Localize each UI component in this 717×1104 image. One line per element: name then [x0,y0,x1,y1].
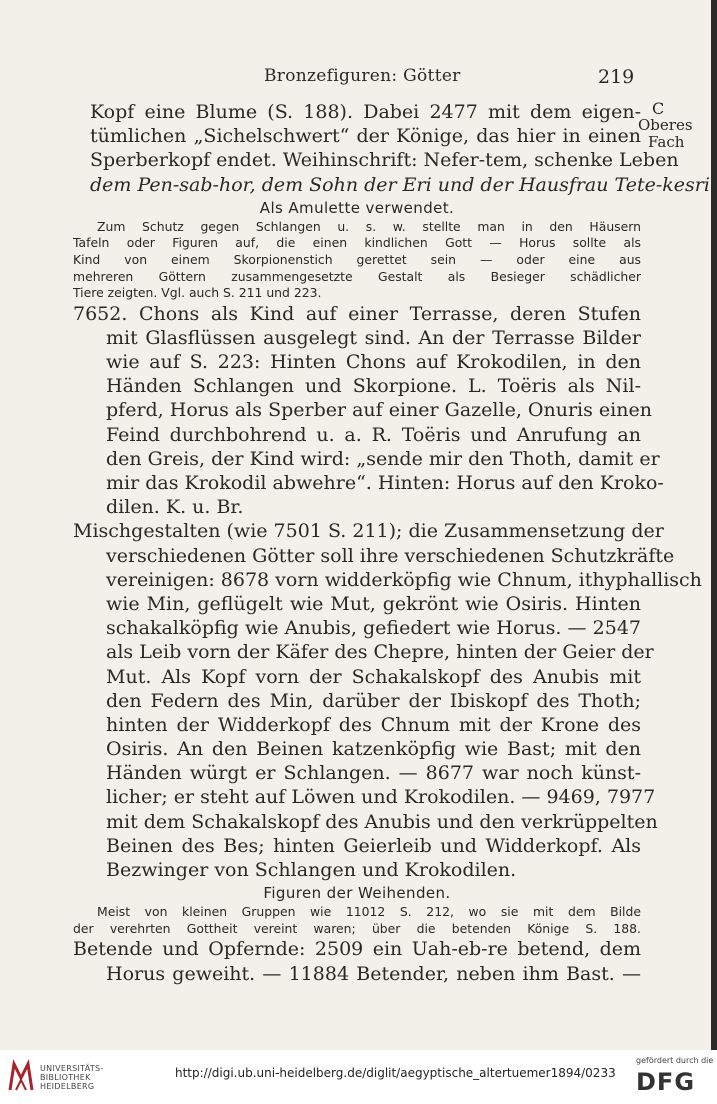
page-number: 219 [598,66,635,88]
entry-line: Mischgestalten (wie 7501 S. 211); die Zusammensetzung der [73,520,664,543]
entry-line: Feind durchbohrend u. a. R. Toëris und Anrufung an [106,423,641,446]
note-line: Meist von kleinen Gruppen wie 11012 S. 212, wo sie mit dem Bilde [97,904,641,920]
funding-text: gefördert durch die [636,1056,714,1065]
entry-line: verschiedenen Götter soll ihre verschiedenen Schutzkräfte [106,544,675,567]
entry-line: wie auf S. 223: Hinten Chons auf Krokodilen, in den [106,351,641,374]
entry-line: den Federn des Min, darüber der Ibiskopf des Thoth; [106,689,641,712]
note-line: der verehrten Gottheit vereint waren; über die betenden Könige S. 188. [73,920,641,936]
entry-line: pferd, Horus als Sperber auf einer Gazelle, Onuris einen [106,399,652,422]
note-line: Zum Schutz gegen Schlangen u. s. w. stellte man in den Häusern [97,218,641,234]
running-title: Bronzefiguren: Götter [264,66,461,86]
entry-line: als Leib vorn der Käfer des Chepre, hinten der Geier der [106,641,654,664]
entry-line: vereinigen: 8678 vorn widderköpfig wie Chnum, ithyphallisch [106,568,702,591]
text-line: dem Pen-sab-hor, dem Sohn der Eri und der Hausfrau Tete-kesri. [90,173,716,196]
entry-line: Beinen des Bes; hinten Geierleib und Widderkopf. Als [106,834,641,857]
entry-line: Horus geweiht. — 11884 Betender, neben ihm Bast. — [106,962,641,985]
university-library-logo-icon [8,1060,34,1094]
entry-line: den Greis, der Kind wird: „sende mir den Thoth, damit er [106,447,660,470]
entry-line: dilen. K. u. Br. [106,496,244,519]
entry-line: Bezwinger von Schlangen und Krokodilen. [106,859,517,882]
entry-line: licher; er steht auf Löwen und Krokodilen. — 9469, 7977 [106,786,656,809]
entry-line: Osiris. An den Beinen katzenköpfig wie Bast; mit den [106,738,641,761]
entry-line: Händen würgt er Schlangen. — 8677 war noch künst- [106,762,641,785]
entry-line: schakalköpfig wie Anubis, gefiedert wie Horus. — 2547 [106,617,641,640]
entry-line: hinten der Widderkopf des Chnum mit der Krone des [106,713,641,736]
text-line: Sperberkopf endet. Weihinschrift: Nefer-tem, schenke Leben [90,149,679,172]
dfg-logo: DFG [636,1068,696,1096]
entry-line: Mut. Als Kopf vorn der Schakalskopf des Anubis mit [106,665,641,688]
entry-line: wie Min, geflügelt wie Mut, gekrönt wie Osiris. Hinten [106,592,641,615]
library-name: UNIVERSITÄTS- BIBLIOTHEK HEIDELBERG [40,1064,104,1091]
section-heading: Figuren der Weihenden. [263,884,451,903]
margin-note-line: Fach [648,133,685,151]
entry-line: Händen Schlangen und Skorpione. L. Toëris als Nil- [106,375,641,398]
section-heading: Als Amulette verwendet. [259,198,455,217]
margin-note-line: C [652,99,665,118]
permalink-url[interactable]: http://digi.ub.uni-heidelberg.de/diglit/aegyptische_altertuemer1894/0233 [175,1066,616,1080]
entry-line: mit dem Schakalskopf des Anubis und den verkrüppelten [106,810,658,833]
entry-line: 7652. Chons als Kind auf einer Terrasse, deren Stufen [73,302,641,325]
viewer-footer [0,1050,717,1104]
margin-note-line: Oberes [638,116,693,134]
note-line: Tafeln oder Figuren auf, die einen kindlichen Gott — Horus sollte als [73,235,641,251]
note-line: Kind von einem Skorpionenstich gerettet sein — oder eine aus [73,251,641,267]
entry-line: mir das Krokodil abwehre“. Hinten: Horus auf den Kroko- [106,472,664,495]
text-line: Kopf eine Blume (S. 188). Dabei 2477 mit dem eigen- [90,101,641,123]
note-line: mehreren Göttern zusammengesetzte Gestalt als Besieger schädlicher [73,268,641,284]
entry-line: mit Glasflüssen ausgelegt sind. An der Terrasse Bilder [106,326,641,349]
note-line: Tiere zeigten. Vgl. auch S. 211 und 223. [73,285,322,301]
margin-note [638,100,708,151]
entry-line: Betende und Opfernde: 2509 ein Uah-eb-re betend, dem [73,938,641,961]
text-line: tümlichen „Sichelschwert“ der Könige, das hier in einen [90,125,641,148]
